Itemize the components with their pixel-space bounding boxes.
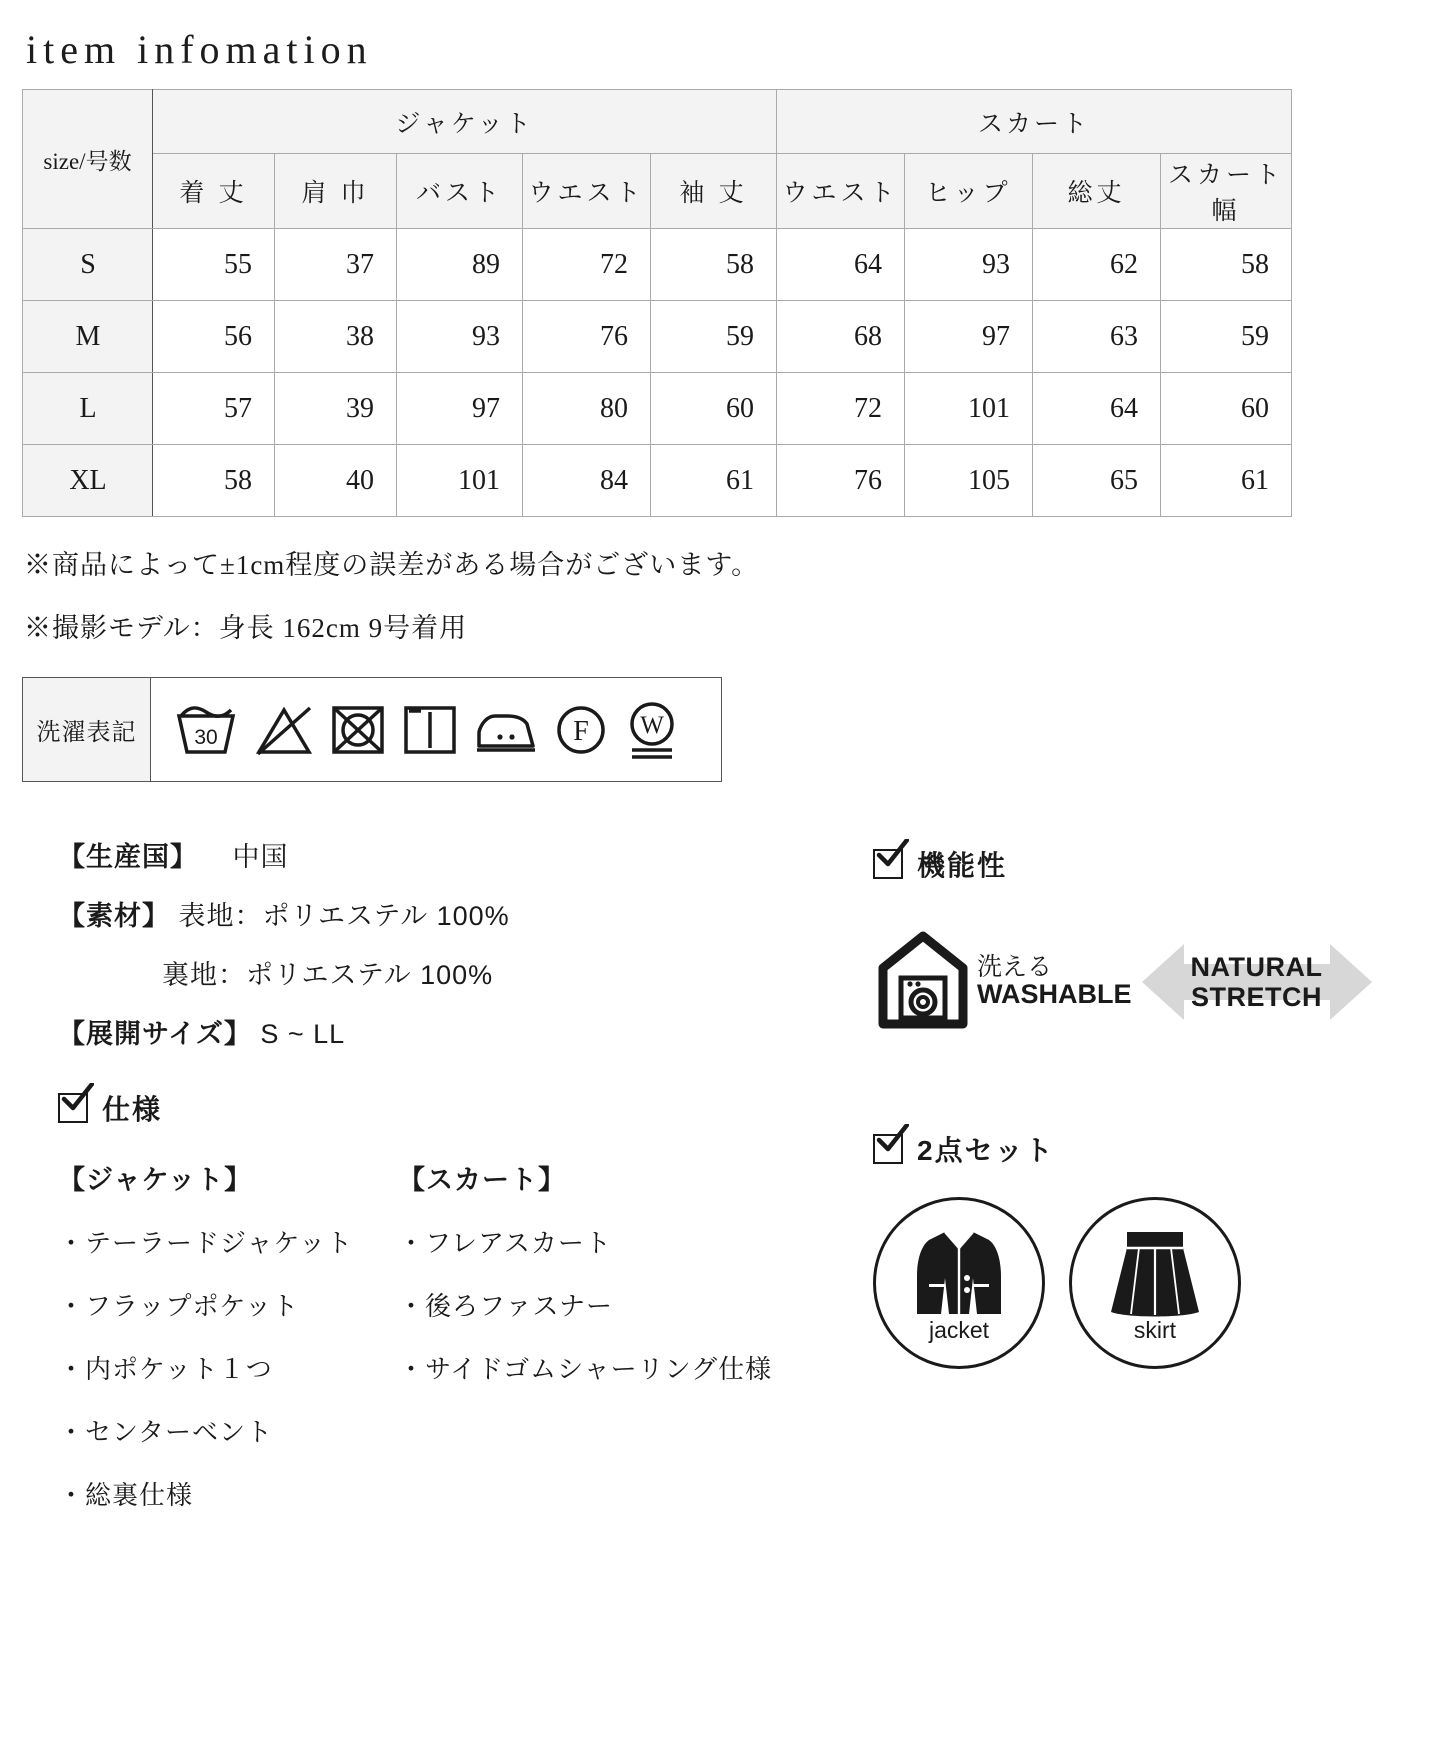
group-header-jacket: ジャケット — [153, 90, 777, 154]
cell-value: 68 — [777, 301, 905, 373]
spec-material-label: 【素材】 — [58, 901, 170, 931]
cell-value: 97 — [905, 301, 1033, 373]
cell-value: 64 — [777, 229, 905, 301]
row-size-label: XL — [23, 445, 153, 517]
cell-value: 59 — [651, 301, 777, 373]
cell-value: 58 — [1161, 229, 1292, 301]
cell-value: 61 — [651, 445, 777, 517]
cell-value: 63 — [1033, 301, 1161, 373]
features-heading-label: 機能性 — [917, 850, 1008, 881]
svg-text:30: 30 — [194, 725, 218, 749]
cell-value: 65 — [1033, 445, 1161, 517]
spec-country-value: 中国 — [232, 842, 289, 872]
table-row — [23, 373, 1292, 445]
set-item-jacket — [873, 1197, 1045, 1369]
cell-value: 72 — [777, 373, 905, 445]
dryclean-f-icon — [553, 702, 609, 758]
spec-material-lining: 裏地：ポリエステル 100% — [162, 960, 494, 990]
spec-sizes-label: 【展開サイズ】 — [58, 1019, 252, 1049]
list-item: ・センターベント — [58, 1417, 273, 1447]
iron-low-icon — [473, 702, 539, 758]
cell-value: 62 — [1033, 229, 1161, 301]
wet-clean-w-icon — [623, 699, 681, 761]
stretch-badge — [1142, 936, 1372, 1028]
col-header-hip: ヒップ — [905, 154, 1033, 229]
cell-value: 58 — [153, 445, 275, 517]
set-heading — [873, 1129, 1393, 1169]
check-icon — [873, 849, 903, 879]
cell-value: 37 — [275, 229, 397, 301]
row-size-label: L — [23, 373, 153, 445]
laundry-label: 洗濯表記 — [23, 678, 151, 781]
cell-value: 40 — [275, 445, 397, 517]
no-tumble-dry-icon — [329, 702, 387, 758]
details-column-title: 【スカート】 — [398, 1165, 566, 1195]
cell-value: 38 — [275, 301, 397, 373]
list-item: ・内ポケット１つ — [58, 1354, 273, 1384]
size-chart-table — [22, 89, 1292, 517]
col-header-jacket-waist: ウエスト — [523, 154, 651, 229]
cell-value: 105 — [905, 445, 1033, 517]
product-information-page — [0, 26, 1445, 1538]
cell-value: 93 — [397, 301, 523, 373]
row-size-label: M — [23, 301, 153, 373]
cell-value: 60 — [651, 373, 777, 445]
list-item: ・総裏仕様 — [58, 1480, 194, 1510]
cell-value: 60 — [1161, 373, 1292, 445]
lower-info-section — [18, 844, 1427, 1538]
col-header-shoulder-width: 肩 巾 — [275, 154, 397, 229]
laundry-care-box — [22, 677, 722, 782]
features-section — [873, 844, 1393, 1039]
cell-value: 58 — [651, 229, 777, 301]
house-washing-machine-icon — [873, 924, 973, 1039]
wash-30-icon — [173, 702, 239, 758]
svg-text:W: W — [640, 711, 664, 739]
stretch-label — [1142, 951, 1372, 1011]
cell-value: 61 — [1161, 445, 1292, 517]
cell-value: 56 — [153, 301, 275, 373]
cell-value: 59 — [1161, 301, 1292, 373]
features-heading — [873, 844, 1393, 884]
set-item-skirt — [1069, 1197, 1241, 1369]
cell-value: 76 — [523, 301, 651, 373]
details-column-skirt — [398, 1158, 773, 1538]
list-item: ・テーラードジャケット — [58, 1228, 354, 1258]
col-header-skirt-waist: ウエスト — [777, 154, 905, 229]
col-header-sleeve-length: 袖 丈 — [651, 154, 777, 229]
list-item: ・フレアスカート — [398, 1228, 612, 1258]
details-column-title: 【ジャケット】 — [58, 1165, 253, 1195]
cell-value: 76 — [777, 445, 905, 517]
list-item: ・サイドゴムシャーリング仕様 — [398, 1354, 773, 1384]
cell-value: 101 — [905, 373, 1033, 445]
set-heading-label: 2点セット — [917, 1135, 1055, 1166]
list-item: ・フラップポケット — [58, 1291, 300, 1321]
page-title: item infomation — [26, 27, 373, 72]
cell-value: 39 — [275, 373, 397, 445]
cell-value: 72 — [523, 229, 651, 301]
note-measurement-tolerance: ※商品によって±1cm程度の誤差がある場合がございます。 — [24, 550, 760, 580]
list-item: ・後ろファスナー — [398, 1291, 613, 1321]
cell-value: 84 — [523, 445, 651, 517]
no-bleach-icon — [253, 702, 315, 758]
spec-country-label: 【生産国】 — [58, 842, 198, 872]
details-item-list — [58, 1223, 398, 1512]
size-chart-body — [23, 229, 1292, 517]
spec-material-outer: 表地：ポリエステル 100% — [178, 901, 510, 931]
cell-value: 93 — [905, 229, 1033, 301]
details-heading — [58, 1088, 1427, 1128]
set-section — [873, 1129, 1393, 1369]
check-icon — [58, 1093, 88, 1123]
cell-value: 97 — [397, 373, 523, 445]
set-circles — [873, 1197, 1393, 1369]
cell-value: 64 — [1033, 373, 1161, 445]
check-icon — [873, 1134, 903, 1164]
washable-label — [977, 954, 1132, 1009]
group-header-skirt: スカート — [777, 90, 1292, 154]
cell-value: 101 — [397, 445, 523, 517]
washable-label-en: WASHABLE — [977, 979, 1132, 1010]
stretch-label-line2: STRETCH — [1191, 981, 1322, 1012]
washable-badge — [873, 924, 1132, 1039]
details-item-list — [398, 1223, 773, 1386]
table-row — [23, 301, 1292, 373]
details-heading-label: 仕様 — [102, 1094, 163, 1125]
col-header-bust: バスト — [397, 154, 523, 229]
size-column-header: size/号数 — [23, 90, 153, 229]
row-size-label: S — [23, 229, 153, 301]
details-column-jacket — [58, 1158, 398, 1538]
cell-value: 55 — [153, 229, 275, 301]
laundry-icon-row — [151, 678, 721, 781]
spec-sizes-value: S ~ LL — [260, 1019, 346, 1049]
note-model-info: ※撮影モデル：身長 162cm 9号着用 — [24, 613, 468, 643]
table-row — [23, 445, 1292, 517]
svg-text:F: F — [573, 715, 589, 747]
feature-badges — [873, 924, 1393, 1039]
cell-value: 57 — [153, 373, 275, 445]
line-dry-icon — [401, 702, 459, 758]
washable-label-jp: 洗える — [977, 953, 1053, 982]
stretch-label-line1: NATURAL — [1190, 951, 1323, 982]
cell-value: 80 — [523, 373, 651, 445]
set-item-caption: skirt — [1133, 1317, 1177, 1343]
table-row — [23, 229, 1292, 301]
col-header-total-length: 総丈 — [1033, 154, 1161, 229]
cell-value: 89 — [397, 229, 523, 301]
col-header-skirt-width: スカート幅 — [1161, 154, 1292, 229]
set-item-caption: jacket — [928, 1317, 990, 1343]
col-header-jacket-length: 着 丈 — [153, 154, 275, 229]
